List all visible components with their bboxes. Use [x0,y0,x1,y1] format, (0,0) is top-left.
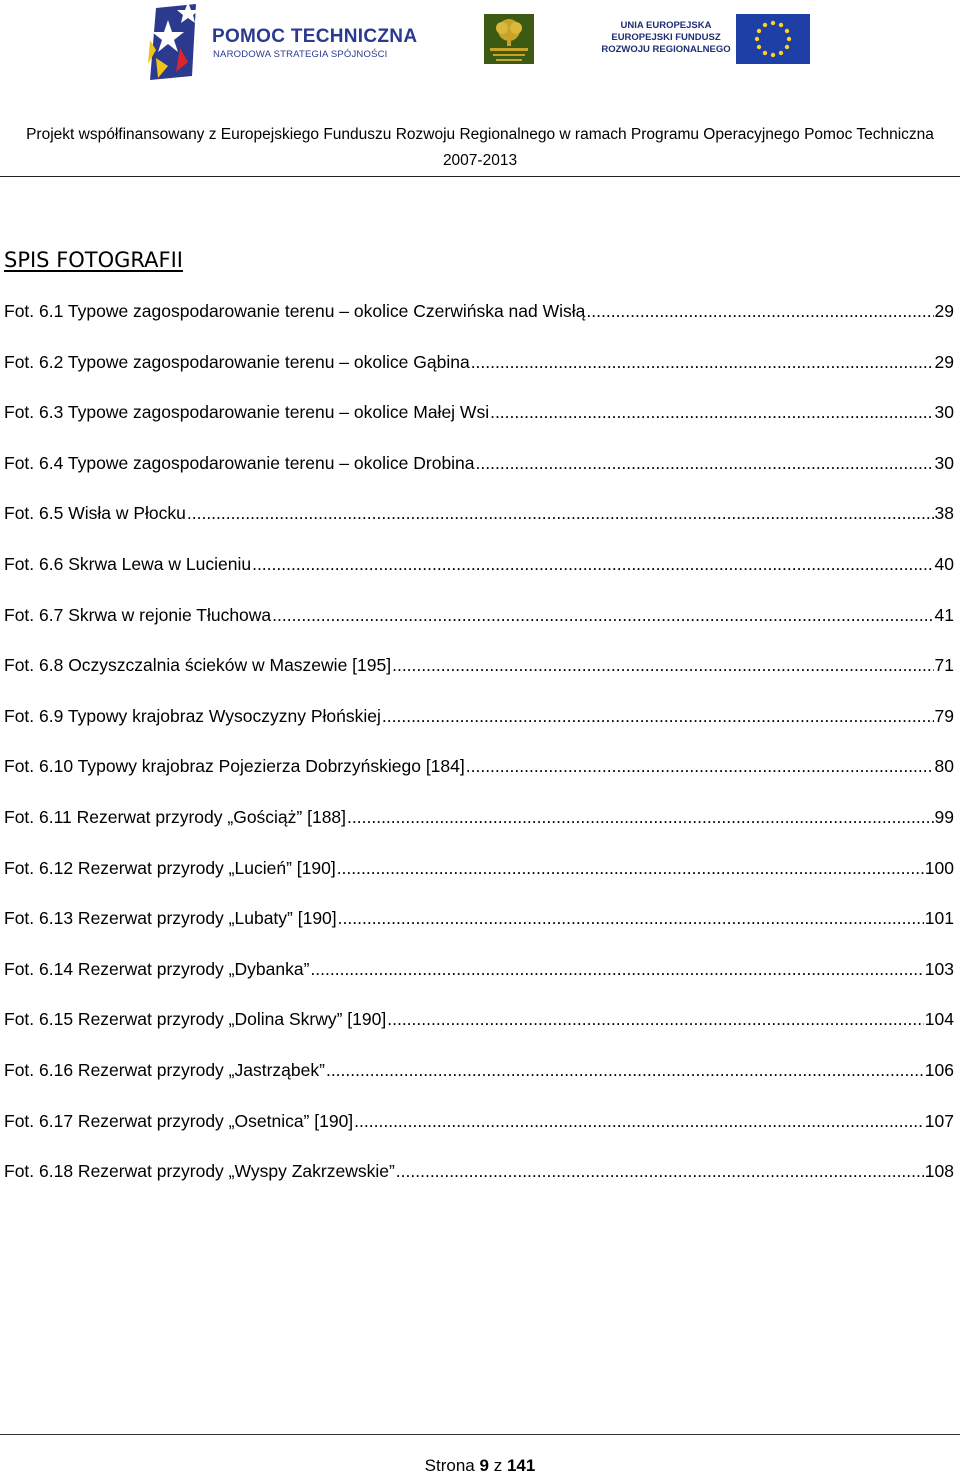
page-header [0,0,960,178]
project-info [0,122,960,174]
toc-entry-label: Fot. 6.12 Rezerwat przyrody „Lucień” [190] [4,857,336,878]
toc-entry[interactable] [4,549,954,600]
footer-divider [0,1434,960,1435]
toc-entry-label: Fot. 6.11 Rezerwat przyrody „Gościąż” [188] [4,806,347,827]
toc-entry-label: Fot. 6.2 Typowe zagospodarowanie terenu – okolice Gąbina [4,351,470,372]
association-logo [484,14,534,64]
toc-entry[interactable] [4,701,954,752]
eu-logo [600,14,812,66]
toc-entry[interactable] [4,1156,954,1207]
header-divider [0,176,960,177]
toc-leader-dots [354,1106,924,1136]
toc-entry-page: 101 [924,908,954,929]
toc-entry-label: Fot. 6.10 Typowy krajobraz Pojezierza Dobrzyńskiego [184] [4,756,465,777]
toc-entry-page: 80 [934,756,954,777]
pomoc-techniczna-logo [146,0,426,82]
toc-entry[interactable] [4,448,954,499]
toc-entry[interactable] [4,296,954,347]
toc-entry[interactable] [4,600,954,651]
toc-entry[interactable] [4,751,954,802]
footer-total-pages: 141 [506,1456,536,1475]
star-flag-icon [146,0,216,82]
toc-leader-dots [310,954,923,984]
toc-leader-dots [490,397,933,427]
toc-leader-dots [396,1156,924,1186]
toc-leader-dots [252,549,933,579]
toc-entry-page: 100 [924,857,954,878]
toc-entry-label: Fot. 6.18 Rezerwat przyrody „Wyspy Zakrzewskie” [4,1161,395,1182]
project-line1: Projekt współfinansowany z Europejskiego Funduszu Rozwoju Regionalnego w ramach Programu Operacyjnego Pomoc Techniczna [26,126,934,143]
toc-entry-page: 103 [924,958,954,979]
toc-leader-dots [382,701,934,731]
toc-entry-label: Fot. 6.7 Skrwa w rejonie Tłuchowa [4,604,272,625]
toc-leader-dots [272,600,933,630]
toc-entry-page: 104 [924,1009,954,1030]
toc-entry[interactable] [4,1055,954,1106]
eu-logo-text [600,20,732,56]
logo-subtitle: NARODOWA STRATEGIA SPÓJNOŚCI [213,49,388,60]
toc-entry-page: 99 [934,806,954,827]
logo-title: POMOC TECHNICZNA [212,26,418,47]
toc-entry[interactable] [4,903,954,954]
toc-entry-page: 30 [934,402,954,423]
toc-entry-label: Fot. 6.5 Wisła w Płocku [4,503,186,524]
toc-entry-label: Fot. 6.4 Typowe zagospodarowanie terenu – okolice Drobina [4,452,475,473]
toc-leader-dots [338,903,924,933]
toc-entry[interactable] [4,1106,954,1157]
toc-entry-label: Fot. 6.15 Rezerwat przyrody „Dolina Skrwy” [190] [4,1009,387,1030]
toc-leader-dots [187,498,934,528]
toc-entry[interactable] [4,802,954,853]
toc-entry-page: 38 [934,503,954,524]
toc-entry-page: 106 [924,1059,954,1080]
toc-title: SPIS FOTOGRAFII [4,248,184,272]
toc-leader-dots [326,1055,924,1085]
toc-entry-label: Fot. 6.1 Typowe zagospodarowanie terenu – okolice Czerwińska nad Wisłą [4,301,586,321]
toc-entry[interactable] [4,347,954,398]
toc-entry-page: 29 [934,351,954,372]
toc-entry-label: Fot. 6.14 Rezerwat przyrody „Dybanka” [4,958,310,979]
toc-entry-label: Fot. 6.8 Oczyszczalnia ścieków w Maszewie [195] [4,655,392,676]
eu-logo-line3: ROZWOJU REGIONALNEGO [601,44,731,55]
toc-entry-page: 79 [934,705,954,726]
eu-flag-icon [736,14,810,64]
toc-entry[interactable] [4,498,954,549]
table-of-contents [4,296,954,1207]
toc-leader-dots [337,853,924,883]
toc-entry-label: Fot. 6.3 Typowe zagospodarowanie terenu – okolice Małej Wsi [4,402,490,423]
toc-entry-page: 40 [934,553,954,574]
toc-entry-page: 41 [934,604,954,625]
toc-leader-dots [476,448,934,478]
toc-entry[interactable] [4,954,954,1005]
toc-entry-page: 71 [934,655,954,676]
footer-middle: z [493,1456,503,1475]
page-footer [0,1456,960,1476]
toc-entry-label: Fot. 6.6 Skrwa Lewa w Lucieniu [4,553,252,574]
toc-entry[interactable] [4,853,954,904]
toc-entry-label: Fot. 6.16 Rezerwat przyrody „Jastrząbek” [4,1059,325,1080]
toc-entry-page: 108 [924,1161,954,1182]
footer-page-number: 9 [479,1456,489,1475]
toc-entry-page: 107 [924,1110,954,1131]
toc-leader-dots [466,751,934,781]
toc-entry-label: Fot. 6.9 Typowy krajobraz Wysoczyzny Płońskiej [4,705,381,726]
toc-entry-page: 29 [934,301,954,321]
toc-entry[interactable] [4,397,954,448]
tree-icon [484,14,534,64]
toc-leader-dots [387,1004,924,1034]
toc-leader-dots [347,802,934,832]
toc-entry-label: Fot. 6.13 Rezerwat przyrody „Lubaty” [190] [4,908,337,929]
toc-entry-label: Fot. 6.17 Rezerwat przyrody „Osetnica” [190] [4,1110,354,1131]
footer-prefix: Strona [424,1456,475,1475]
toc-entry[interactable] [4,1004,954,1055]
toc-leader-dots [471,347,934,377]
eu-logo-line1: UNIA EUROPEJSKA [620,20,712,31]
toc-leader-dots [392,650,933,680]
toc-entry-page: 30 [934,452,954,473]
toc-entry[interactable] [4,650,954,701]
eu-logo-line2: EUROPEJSKI FUNDUSZ [611,32,721,43]
project-line2: 2007-2013 [442,152,518,169]
toc-leader-dots [586,296,933,326]
